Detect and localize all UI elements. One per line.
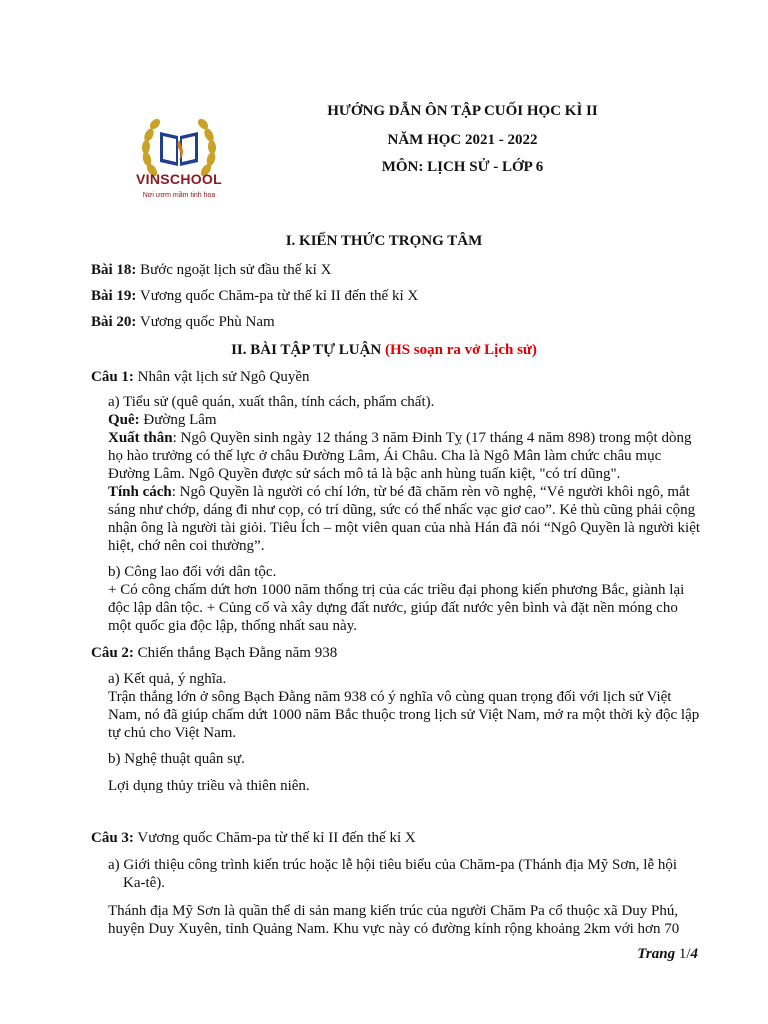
section-2-title: II. BÀI TẬP TỰ LUẬN (HS soạn ra vở Lịch sử) [231,342,537,358]
q3-my-son-text: Thánh địa Mỹ Sơn là quần thể di sản mang kiến trúc của người Chăm Pa cổ thuộc xã Duy Phú, huyện Duy Xuyên, tỉnh Quảng Nam. Khu vực này có đường kính rộng khoảng 2km với hơn 70 [108,903,680,937]
lesson-20: Bài 20: Vương quốc Phù Nam [91,314,275,330]
q2-tactic-text: Lợi dụng thủy triều và thiên niên. [108,778,310,794]
question-2-part-a: a) Kết quả, ý nghĩa. [108,671,227,687]
doc-title: HƯỚNG DẪN ÔN TẬP CUỐI HỌC KÌ II [327,103,598,119]
school-logo-tagline: Nơi ươm mầm tinh hoa [142,192,216,199]
question-2-part-b: b) Nghệ thuật quân sự. [108,751,245,767]
page-number: Trang 1/4 [637,946,698,962]
question-1: Câu 1: Nhân vật lịch sử Ngô Quyền [91,369,310,385]
question-3: Câu 3: Vương quốc Chăm-pa từ thế kỉ II đến thế kỉ X [91,830,416,846]
subject-line: MÔN: LỊCH SỬ - LỚP 6 [381,159,544,175]
q1-contribution: + Có công chấm dứt hơn 1000 năm thống trị của các triều đại phong kiến phương Bắc, giành lại độc lập dân tộc. + Củng cố và xây dựng đất nước, giúp đất nước yên bình và đặt nền móng cho một quốc gia độc lập, thống nhất sau này. [108,582,685,634]
school-logo-name: VINSCHOOL [136,171,222,187]
q1-character: Tính cách: Ngô Quyền là người có chí lớn, từ bé đã chăm rèn võ nghệ, “Vẻ người khôi ngô, mắt sáng như chớp, dáng đi như cọp, có trí dũng, sức có thể nhấc vạc giơ cao”. Kẻ thù cũng phải cộng nhận ông là người tài giỏi. Tiêu Ích – một viên quan của nhà Hán đã nói “Ngô Quyền là người kiệt hiệt, chớ nên coi thường”. [108,484,701,554]
q2-result-text: Trận thắng lớn ở sông Bạch Đằng năm 938 có ý nghĩa vô cùng quan trọng đối với lịch sử Việt Nam, nó đã giúp chấm dứt 1000 năm Bắc thuộc trong lịch sử Việt Nam, mở ra một thời kỳ độc lập tự chủ cho Việt Nam. [108,689,700,741]
section-1-title: I. KIẾN THỨC TRỌNG TÂM [285,233,483,249]
lesson-19: Bài 19: Vương quốc Chăm-pa từ thế kỉ II đến thế kỉ X [91,288,419,304]
lesson-18: Bài 18: Bước ngoặt lịch sử đầu thế kỉ X [91,262,332,278]
q1-origin: Xuất thân: Ngô Quyền sinh ngày 12 tháng 3 năm Đinh Tỵ (17 tháng 4 năm 898) trong một dòng họ hào trưởng có thế lực ở châu Đường Lâm, Ái Châu. Cha là Ngô Mân làm chức châu mục Đường Lâm. Ngô Quyền được sử sách mô tả là bậc anh hùng tuấn kiệt, "có trí dũng". [108,430,692,482]
question-2: Câu 2: Chiến thắng Bạch Đằng năm 938 [91,645,338,661]
question-1-part-b: b) Công lao đối với dân tộc. [108,564,277,580]
question-1-part-a: a) Tiểu sử (quê quán, xuất thân, tính cách, phẩm chất). [108,394,435,410]
question-3-part-a: a) Giới thiệu công trình kiến trúc hoặc lễ hội tiêu biểu của Chăm-pa (Thánh địa Mỹ Sơn, lễ hội Ka-tê). [108,857,678,891]
school-year: NĂM HỌC 2021 - 2022 [387,132,538,148]
q1-hometown: Quê: Đường Lâm [108,412,217,428]
